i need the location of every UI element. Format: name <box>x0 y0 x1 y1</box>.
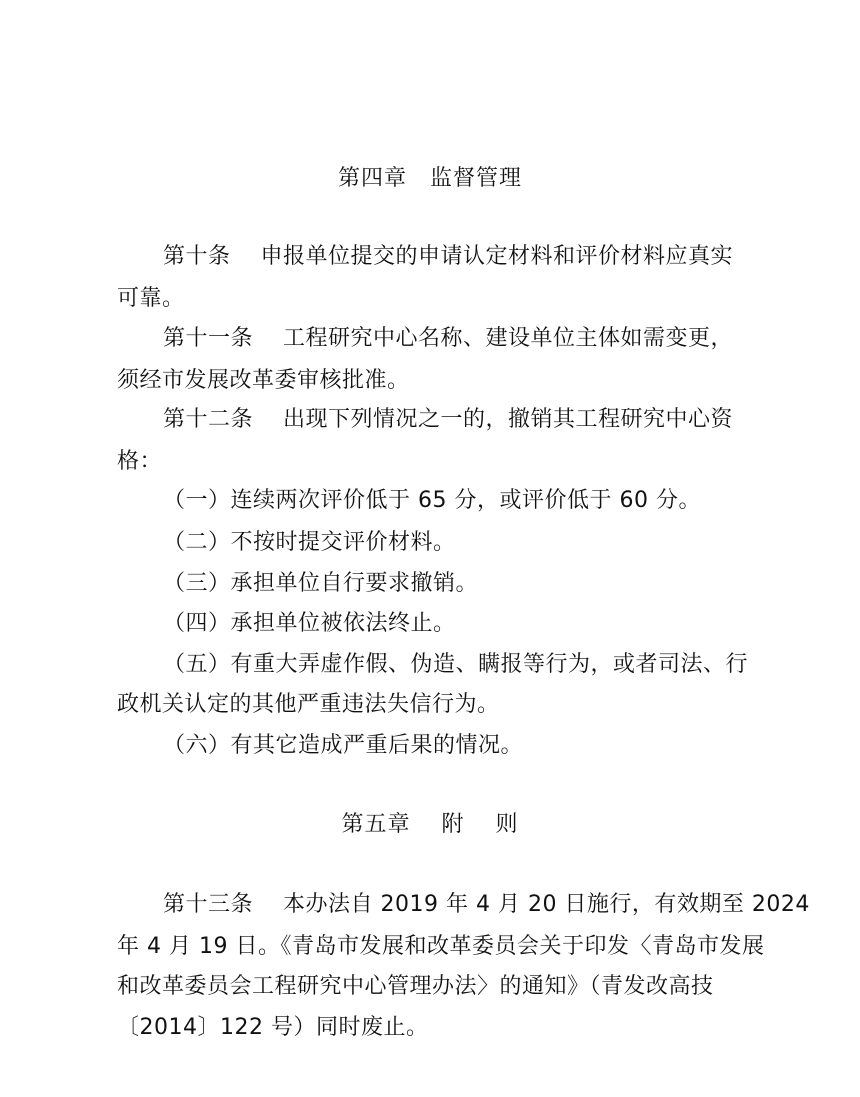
article-10-line-2: 可靠。 <box>117 286 185 311</box>
article-13-line-2: 年 4 月 19 日。《青岛市发展和改革委员会关于印发〈青岛市发展 <box>117 934 765 959</box>
article-12-line-1: 第十二条 出现下列情况之一的，撤销其工程研究中心资 <box>163 407 733 432</box>
list-item-2: （二）不按时提交评价材料。 <box>163 530 456 555</box>
article-12-line-2: 格： <box>117 449 163 474</box>
list-item-5-line-1: （五）有重大弄虚作假、伪造、瞒报等行为，或者司法、行 <box>163 652 749 677</box>
article-10-line-1: 第十条 申报单位提交的申请认定材料和评价材料应真实 <box>163 244 733 269</box>
article-13-line-3: 和改革委员会工程研究中心管理办法〉的通知》（青发改高技 <box>117 974 714 999</box>
list-item-1: （一）连续两次评价低于 65 分，或评价低于 60 分。 <box>163 488 701 513</box>
chapter-5-title: 第五章 附 则 <box>341 812 519 837</box>
article-13-line-1: 第十三条 本办法自 2019 年 4 月 20 日施行，有效期至 2024 <box>163 892 810 917</box>
list-item-6: （六）有其它造成严重后果的情况。 <box>163 733 524 758</box>
list-item-3: （三）承担单位自行要求撤销。 <box>163 571 479 596</box>
list-item-4: （四）承担单位被依法终止。 <box>163 611 456 636</box>
article-11-line-2: 须经市发展改革委审核批准。 <box>117 368 410 393</box>
article-11-line-1: 第十一条 工程研究中心名称、建设单位主体如需变更， <box>163 326 733 351</box>
chapter-4-title: 第四章 监督管理 <box>337 166 522 191</box>
list-item-5-line-2: 政机关认定的其他严重违法失信行为。 <box>117 692 500 717</box>
article-13-line-4: 〔2014〕122 号）同时废止。 <box>117 1015 429 1040</box>
